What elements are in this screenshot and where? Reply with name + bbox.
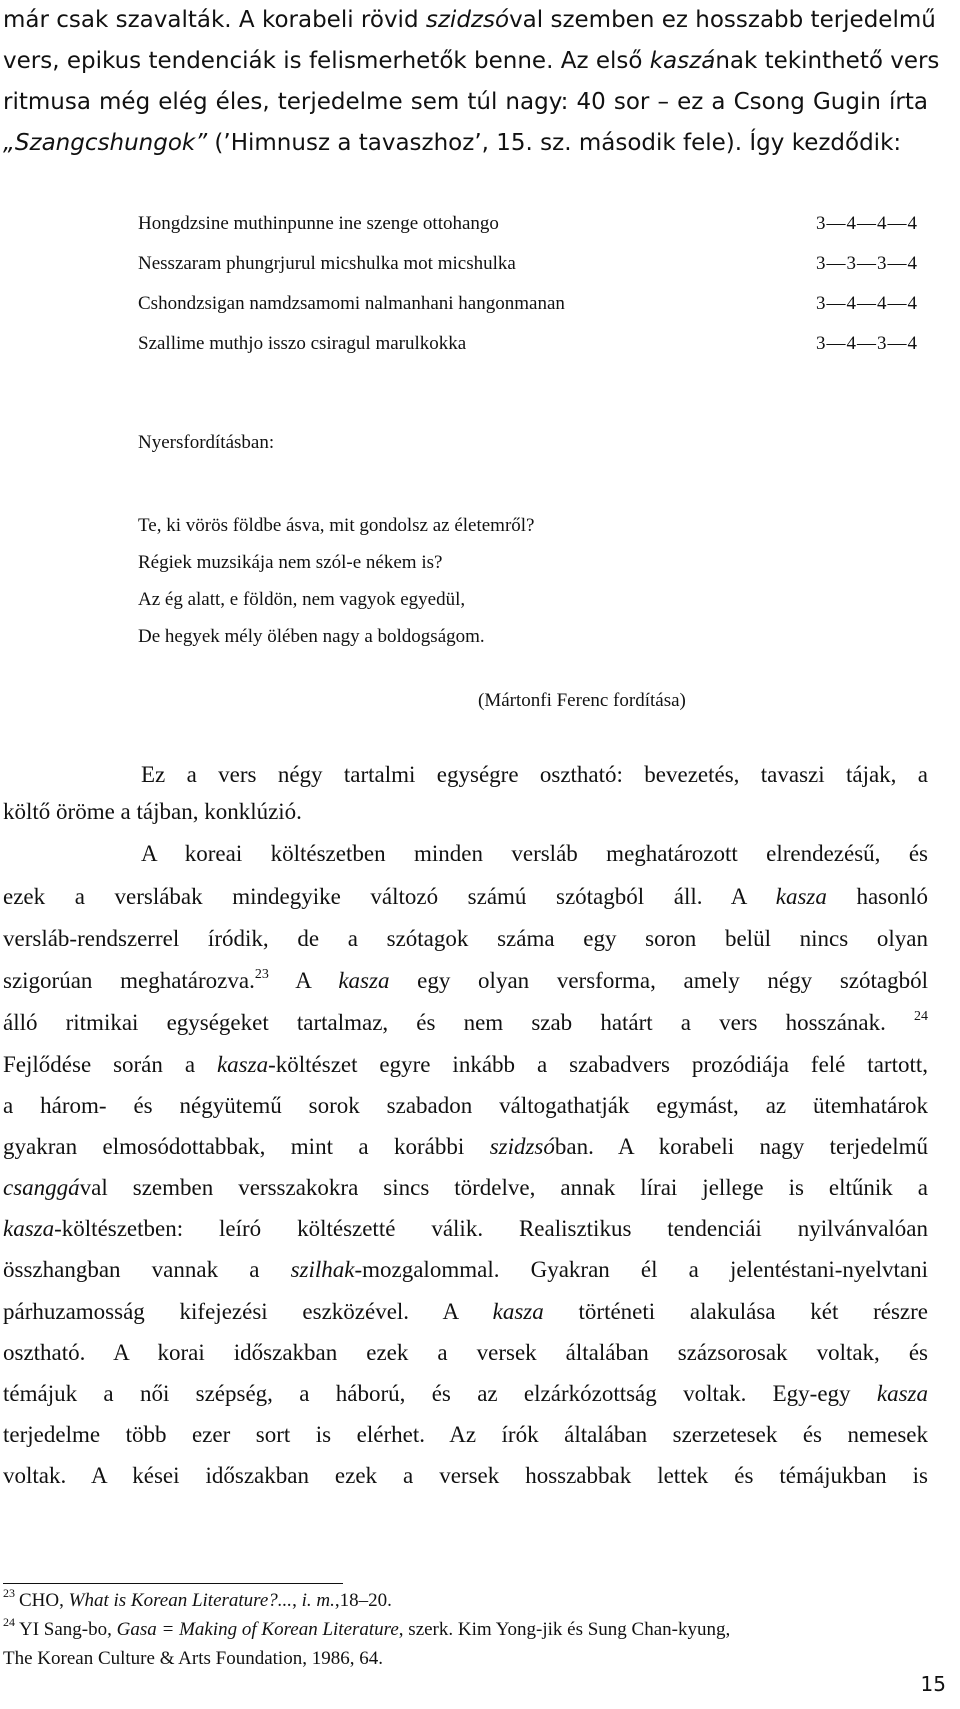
literal-translation-label: Nyersfordításban: [138,432,275,453]
poem-verse: Nesszaram phungrjurul micshulka mot micshulka [138,253,516,274]
text-run: témájuk a női szépség, a háború, és az elzárkózottság voltak. Egy-egy [3,1381,877,1406]
italic-term: kasza [3,1216,55,1241]
poem-verse: Szallime muthjo isszo csiragul marulkokka [138,333,467,354]
text-run: Fejlődése során a [3,1052,217,1077]
text-run: ezek a verslábak mindegyike változó számú szótagból áll. A [3,884,776,909]
text-run: ritmusa még elég éles, terjedelme sem túl nagy: 40 sor – ez a Csong Gugin írta [3,89,928,115]
poem-line [138,253,918,279]
text-run: ,18–20. [334,1590,392,1611]
body-line [3,926,928,952]
text-run: CHO, [19,1590,69,1611]
text-run: YI Sang-bo, [19,1619,117,1640]
poem-line [138,333,918,359]
body-line [3,968,928,994]
translator-credit: (Mártonfi Ferenc fordítása) [478,690,686,711]
body-line [3,1175,928,1201]
italic-term: Gasa = Making of Korean Literature [116,1619,399,1640]
body-line [3,1381,928,1407]
text-run: , szerk. Kim Yong-jik és Sung Chan-kyung, [398,1619,731,1640]
body-line [3,799,928,825]
text-run: terjedelme több ezer sort is elérhet. Az írók általában szerzetesek és nemesek [3,1422,928,1447]
text-run: val szemben ez hosszabb terjedelmű [509,7,936,33]
italic-term: kasza [876,1381,928,1406]
intro-paragraph [3,0,940,164]
footnote-marker: 24 [3,1615,15,1629]
text-run: vers, epikus tendenciák is felismerhetők benne. Az első [3,48,650,74]
body-line [3,1299,928,1325]
body-line [141,841,928,867]
text-run: -költészetben: leíró költészetté válik. Realisztikus tendenciái nyilvánvalóan [54,1216,928,1241]
text-run: The Korean Culture & Arts Foundation, 1986, 64. [3,1648,383,1669]
text-run: ban. A korabeli nagy terjedelmű [554,1134,928,1159]
italic-term: szilhak [290,1257,355,1282]
poem-line [138,213,918,239]
text-run: már csak szavalták. A korabeli rövid [3,7,426,33]
text-run: költő öröme a tájban, konklúzió. [3,799,302,824]
poem-meter: 3—4—3—4 [816,333,918,354]
italic-term: szidzsó [425,7,510,33]
italic-term: i. m. [301,1590,335,1611]
footnote-line [3,1615,731,1641]
footnote-separator [3,1583,343,1584]
footnote-line [3,1586,392,1612]
paragraph-line [3,41,940,82]
italic-term: kaszá [649,48,716,74]
text-run: val szemben versszakokra sincs tördelve, annak lírai jellege is eltűnik a [79,1175,928,1200]
body-line [3,1463,928,1489]
poem-line [138,293,918,319]
poem-meter: 3—4—4—4 [816,213,918,234]
poem-meter: 3—3—3—4 [816,253,918,274]
body-line [3,1422,928,1448]
italic-term: kasza [216,1052,269,1077]
text-run: -mozgalommal. Gyakran él a jelentéstani-nyelvtani [354,1257,928,1282]
italic-term: What is Korean Literature?... [68,1590,293,1611]
body-line [3,1257,928,1283]
body-line [3,884,928,910]
text-run: -költészet egyre inkább a szabadvers prozódiája felé tartott, [268,1052,928,1077]
text-run: A koreai költészetben minden versláb meghatározott elrendezésű, és [141,841,928,866]
body-line [3,1134,928,1160]
italic-term: kasza [492,1299,544,1324]
text-run: osztható. A korai időszakban ezek a versek általában százsorosak voltak, és [3,1340,928,1365]
footnote-marker: 23 [254,967,269,982]
text-run: (’Himnusz a tavaszhoz’, 15. sz. második fele). Így kezdődik: [207,130,902,156]
paragraph-line [3,123,928,164]
body-line [3,1093,928,1119]
text-run: voltak. A kései időszakban ezek a versek hosszabbak lettek és témájukban is [3,1463,928,1488]
text-run: összhangban vannak a [3,1257,291,1282]
text-run: párhuzamosság kifejezési eszközével. A [3,1299,493,1324]
paragraph-line [3,82,928,123]
paragraph-line [3,0,936,41]
footnote-marker: 23 [3,1586,15,1600]
italic-term: szidzsó [489,1134,555,1159]
text-run: álló ritmikai egységeket tartalmaz, és nem szab határt a vers hosszának. [3,1010,914,1035]
poem-verse: Cshondzsigan namdzsamomi nalmanhani hangonmanan [138,293,565,314]
footnote-marker: 24 [914,1009,928,1024]
text-run: a három- és négyütemű sorok szabadon váltogathatják egymást, az ütemhatárok [3,1093,928,1118]
body-line [3,1340,928,1366]
text-run: , [292,1590,302,1611]
translation-line: Régiek muzsikája nem szól-e nékem is? [138,552,443,573]
italic-term: kasza [775,884,827,909]
footnote-line [3,1648,383,1670]
translation-line: Az ég alatt, e földön, nem vagyok egyedül, [138,589,466,610]
body-line [3,1216,928,1242]
italic-term: „Szangcshungok” [3,130,208,156]
text-run: nak tekinthető vers [715,48,940,74]
italic-term: kasza [338,968,390,993]
body-line [3,1052,928,1078]
text-run: Ez a vers négy tartalmi egységre osztható: bevezetés, tavaszi tájak, a [141,762,928,787]
italic-term: csanggá [3,1175,80,1200]
text-run: gyakran elmosódottabbak, mint a korábbi [3,1134,490,1159]
translation-line: Te, ki vörös földbe ásva, mit gondolsz az életemről? [138,515,535,536]
text-run: hasonló [826,884,928,909]
text-run: szigorúan meghatározva. [3,968,255,993]
text-run: versláb-rendszerrel íródik, de a szótagok száma egy soron belül nincs olyan [3,926,928,951]
text-run: A [268,968,339,993]
text-run: egy olyan versforma, amely négy szótagból [389,968,928,993]
text-run: történeti alakulása két részre [543,1299,928,1324]
translation-line: De hegyek mély ölében nagy a boldogságom. [138,626,485,647]
body-line [141,762,928,788]
poem-meter: 3—4—4—4 [816,293,918,314]
page-number: 15 [920,1672,946,1696]
body-line [3,1010,928,1036]
poem-verse: Hongdzsine muthinpunne ine szenge ottohango [138,213,499,234]
